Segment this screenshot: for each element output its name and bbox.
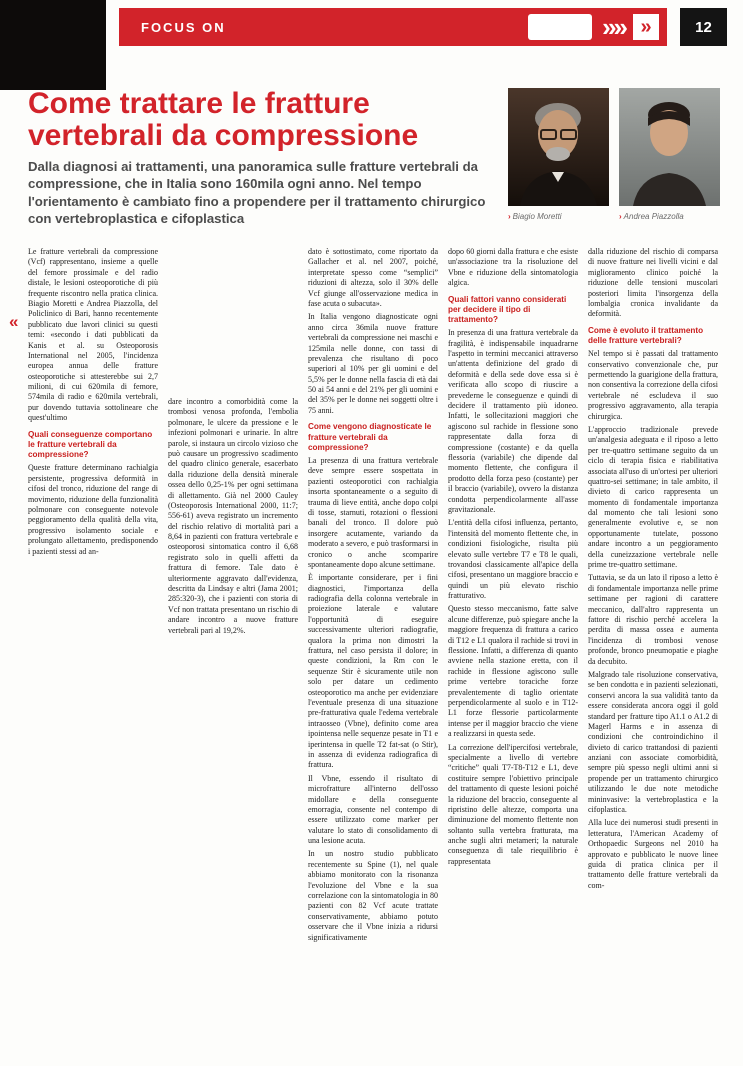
article-paragraph: Il Vbne, essendo il risultato di microfratture all'interno dell'osso midollare e della conseguente emorragia, consente nel contempo di essere utilizzato come marker per valutare lo stato di consolidamento di una lesione acuta. — [308, 773, 438, 846]
bone-scan-corner-photo — [0, 0, 106, 90]
article-paragraph: La presenza di una frattura vertebrale deve sempre essere sospettata in pazienti osteoporotici con rachialgia insorta spontaneamente o a seguito di trauma di lieve entità, anche dopo colpi di tosse, starnuti, rotazioni o flessioni banali del tronco. Il dolore può insorgere acutamente, variando da moderato a severo, e può trasformarsi in cronico o anche scomparire spontaneamente dopo alcune settimane. — [308, 456, 438, 569]
article-paragraph: La correzione dell'ipercifosi vertebrale, specialmente a livello di vertebre “critiche” quali T7-T8-T12 e L1, deve costituire sempre l'obiettivo principale del trattamento di queste lesioni poiché la riduzione del braccio, conseguente al ripristino delle altezze, comporta una diminuzione del momento flettente non soltanto sulla vertebra fratturata, ma anche sugli altri metameri; la naturale conseguenza di tale riequilibrio è rappresentata — [448, 742, 578, 866]
article-paragraph: Questo stesso meccanismo, fatte salve alcune differenze, può spiegare anche la maggiore frequenza di frattura a carico di T12 e L1 qualora il rachide si trovi in flessione. Infatti, a differenza di quanto avviene nella stazione eretta, con il rachide in flessione agiscono sulle prime vertebre toraciche forze prevalentemente di taglio orientate perpendicolarmente al suolo e in T12-L1 forze flessorie particolarmente intense per il maggior braccio che viene a realizzarsi in questa sede. — [448, 604, 578, 739]
portrait-photo-andrea-piazzolla — [619, 88, 720, 206]
article-title: Come trattare le fratture vertebrali da compressione — [28, 87, 419, 152]
article-paragraph: Le fratture vertebrali da compressione (Vcf) rappresentano, insieme a quelle del femore prossimale e del radio distale, le lesioni osteoporotiche di più frequente riscontro nella pratica clinica. Biagio Moretti e Andrea Piazzolla, del Policlinico di Bari, hanno recentemente pubblicato due lavori clinici su questi temi: «secondo i dati pubblicati da Kanis et al. su Osteoporosis International nel 2005, l'incidenza europea annua delle fratture osteoporotiche si attesterebbe sui 2,7 milioni, di cui 620mila di femore, 574mila di radio e 620mila vertebrali, pur dovendo tuttavia sottolineare che quest'ultimo — [28, 247, 158, 423]
article-paragraph: L'entità della cifosi influenza, pertanto, l'intensità del momento flettente che, in condizioni fisiologiche, risulta più elevato sulle vertebre T7 e T8 le quali, trovandosi classicamente all'apice della cifosi, presentano un maggiore braccio e quindi un più elevato rischio fratturativo. — [448, 518, 578, 601]
question-heading: Come vengono diagnosticate le fratture vertebrali da compressione? — [308, 422, 432, 452]
body-column-1 — [28, 247, 158, 946]
portrait-caption-andrea-piazzolla — [619, 212, 684, 221]
portrait-caption-biagio-moretti — [508, 212, 562, 221]
forward-chevrons-icon[interactable]: »» — [602, 12, 625, 42]
article-paragraph: In un nostro studio pubblicato recentemente su Spine (1), nel quale abbiamo monitorato con la risonanza l'evoluzione del Vbne e la sua correlazione con la sintomatologia in 80 pazienti con 82 Vcf acute trattate conservativamente, abbiamo potuto osservare che il Vbne inizia a ridursi significativamente — [308, 849, 438, 942]
question-heading: Quali fattori vanno considerati per decidere il tipo di trattamento? — [448, 294, 567, 325]
caption-chevron-icon: › — [619, 212, 622, 221]
article-paragraph: dato è sottostimato, come riportato da Gallacher et al. nel 2007, poiché, interpretate spesso come “semplici” riduzioni di altezza, solo il 30% delle Vcf giunge all'osservazione medica in fase acuta o subacuta». — [308, 247, 438, 308]
article-paragraph: dopo 60 giorni dalla frattura e che esiste un'associazione tra la risoluzione del Vbne e riduzione della sintomatologia algica. — [448, 247, 578, 288]
header-logo-placeholder — [528, 14, 592, 40]
page-number: 12 — [680, 8, 727, 46]
boxed-chevron-icon[interactable]: » — [633, 14, 659, 40]
body-column-3 — [308, 247, 438, 946]
caption-chevron-icon: › — [508, 212, 511, 221]
caption-text: Biagio Moretti — [512, 212, 562, 221]
question-heading: Quali conseguenze comportano le fratture vertebrali da compressione? — [28, 429, 153, 460]
pull-quote-mark-icon: « — [9, 312, 19, 331]
question-heading: Come è evoluto il trattamento delle fratture vertebrali? — [588, 325, 704, 345]
body-column-4 — [448, 247, 578, 946]
article-paragraph: In presenza di una frattura vertebrale da fragilità, è indispensabile inquadrarne l'aspetto in termini meccanici attraverso un'attenta definizione del grado di deformità e della sede dove essa si è verificata allo scopo di riuscire a prevederne le conseguenze e quindi di decidere il trattamento più idoneo. Infatti, le sollecitazioni maggiori che agiscono sul rachide in flessione sono rappresentate dalla forza di compressione (costante) e da quella flessoria (variabile) che dipende dal momento flettente, che configura il prodotto della forza peso (costante) per il braccio (variabile), ovvero la distanza condotta perpendicolarmente all'asse gravitazionale. — [448, 328, 578, 514]
portrait-photo-biagio-moretti — [508, 88, 609, 206]
article-paragraph: dare incontro a comorbidità come la trombosi venosa profonda, l'embolia polmonare, le ulcere da pressione e le infezioni polmonari e urinarie. In altre parole, si instaura un circolo vizioso che può causare un progressivo scadimento del quadro clinico generale, esacerbato dalla riduzione della densità minerale ossea dello 0,25-1% per ogni settimana di allettamento. Già nel 2000 Cauley (Osteoporosis International 2000, 11:7; 556-61) aveva registrato un incremento del rischio relativo di mortalità pari a 8,64 in pazienti con frattura vertebrale e osteoporosi sintomatica contro il 6,68 registrato solo in quelli affetti da frattura di femore. Tale dato è ulteriormente aggravato dall'evidenza, descritta da Lindsay e altri (Jama 2001; 285:320-3), che i pazienti con storia di Vcf non trattata presentano un rischio di andare incontro a nuove fratture vertebrali pari al 19,2%. — [168, 397, 298, 635]
article-paragraph: Queste fratture determinano rachialgia persistente, progressiva deformità in cifosi del tronco, riduzione del range di movimento, riduzione della funzionalità polmonare con conseguente notevole peggioramento della qualità della vita, progressivo isolamento sociale e prolungato allettamento, predisponendo i pazienti stessi ad an- — [28, 463, 158, 556]
article-paragraph: Malgrado tale risoluzione conservativa, se ben condotta e in pazienti selezionati, conservi ancora la sua validità tanto da essere considerata ancora oggi il gold standard per fratture tipo A1.1 o A1.2 di Magerl Harms e in assenza di condizioni che controindichino il divieto di carico trattandosi di pazienti anziani con associate comorbidità, sempre più spesso negli ultimi anni si propende per un trattamento chirurgico utilizzando le due note metodiche mininvasive: la vertebroplastica e la cifoplastica. — [588, 669, 718, 815]
section-header-bar — [119, 8, 667, 46]
article-paragraph: In Italia vengono diagnosticate ogni anno circa 36mila nuove fratture vertebrali da compressione nei maschi e 125mila nelle donne, con tassi di prevalenza che risultano di poco superiori al 10% per gli uomini e del 5,5% per le donne nella fascia di età dai 50 ai 54 anni e del 21% per gli uomini e del 35% per le donne nei soggetti oltre i 75 anni. — [308, 312, 438, 415]
portrait-illustration — [508, 88, 609, 206]
article-paragraph: Tuttavia, se da un lato il riposo a letto è di fondamentale importanza nelle prime settimane per ragioni di carattere meccanico, dall'altro rappresenta un fattore di rischio perché accelera la perdita di massa ossea e aumenta l'incidenza di trombosi venose profonde, bronco pneumopatie e piaghe da decubito. — [588, 573, 718, 666]
article-paragraph: Nel tempo si è passati dal trattamento conservativo convenzionale che, pur permettendo la guarigione della frattura, non consentiva la correzione della cifosi vertebrale né escludeva il suo progressivo aggravamento, alla terapia chirurgica. — [588, 349, 718, 421]
article-body — [28, 247, 718, 946]
body-column-5 — [588, 247, 718, 946]
article-paragraph: Alla luce dei numerosi studi presenti in letteratura, l'American Academy of Orthopaedic Surgeons nel 2010 ha approvato e pubblicato le nuove linee guida di pratica clinica per il trattamento delle fratture vertebrali da com- — [588, 818, 718, 890]
section-title: FOCUS ON — [141, 19, 226, 35]
article-paragraph: dalla riduzione del rischio di comparsa di nuove fratture nei livelli vicini e dal miglioramento clinico poiché la riduzione delle tensioni muscolari posteriori limita l'insorgenza della lombalgia cronica invalidante da deformità. — [588, 247, 718, 319]
article-paragraph: L'approccio tradizionale prevede un'analgesia adeguata e il riposo a letto per tre-quattro settimane seguito da un ciclo di terapia fisica e riabilitativa associata all'uso di un'ortesi per ulteriori quattro-sei settimane; in tale ambito, il divieto di carico rappresenta un momento di fondamentale importanza dal momento che tali lesioni sono generalmente evolutive e, se non opportunamente tutelate, possono andare incontro a un peggioramento della cuneizzazione vertebrale nelle prime tre-quattro settimane. — [588, 424, 718, 570]
article-paragraph: È importante considerare, per i fini diagnostici, l'importanza della radiografia della colonna vertebrale in proiezione laterale e valutare l'opportunità di eseguire successivamente ulteriori radiografie, qualora la prima non dimostri la frattura, nel caso persista il dolore; in queste condizioni, la Rm con le sequenze Stir è sicuramente utile non solo per datare un cedimento osteoporotico ma anche per evidenziare l'eventuale presenza di una situazione pre-fratturativa quale l'edema vertebrale intraosseo (Vbne), definito come area ipointensa nelle sequenze pesate in T1 e iperintensa in quelle T2 fat-sat (o Stir), in assenza di evidenza radiografica di frattura. — [308, 573, 438, 770]
portrait-illustration — [619, 88, 720, 206]
body-column-2 — [168, 247, 298, 946]
article-standfirst: Dalla diagnosi ai trattamenti, una panoramica sulle fratture vertebrali da compressione, che in Italia sono 160mila ogni anno. Nel tempo l'orientamento è cambiato fino a propendere per il trattamento chirurgico con vertebroplastica e cifoplastica — [28, 159, 486, 227]
caption-text: Andrea Piazzolla — [623, 212, 684, 221]
